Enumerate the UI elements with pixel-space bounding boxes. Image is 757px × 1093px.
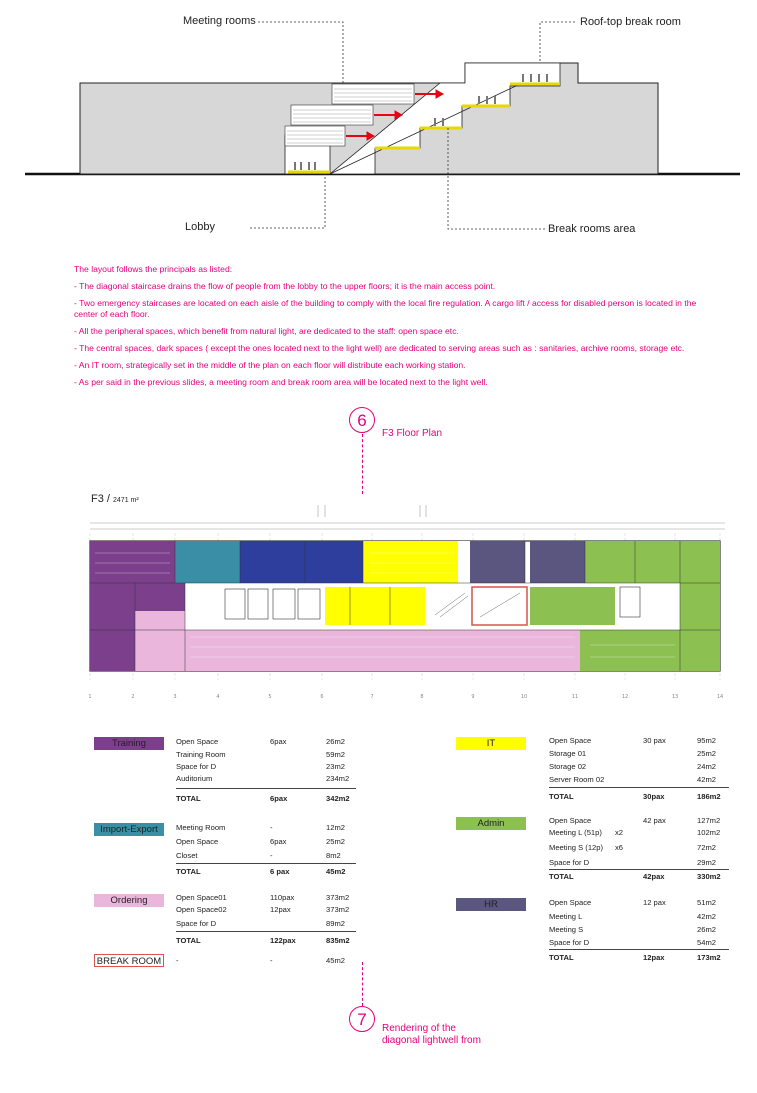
room-ordering-big	[135, 611, 185, 671]
room-space-d-training	[135, 583, 185, 611]
room-admin-right	[680, 583, 720, 671]
step-6-badge: 6	[349, 407, 375, 433]
svg-text:1: 1	[88, 694, 92, 700]
svg-text:12: 12	[621, 694, 629, 700]
room-lightwell	[472, 587, 527, 625]
room-hr-1	[470, 541, 525, 583]
legend-training: Training	[94, 737, 164, 750]
room-auditorium	[90, 583, 135, 671]
room-training-top	[90, 541, 175, 583]
svg-text:7: 7	[370, 694, 374, 700]
label-break-rooms: Break rooms area	[548, 223, 636, 235]
svg-text:13: 13	[671, 694, 679, 700]
room-import-export	[175, 541, 240, 583]
svg-text:14: 14	[716, 694, 724, 700]
step-7-title: Rendering of the diagonal lightwell from	[382, 1023, 481, 1046]
legend-ordering: Ordering	[94, 894, 164, 907]
room-blue-1	[240, 541, 305, 583]
plan-floor: F3 /	[91, 493, 110, 505]
note-item: - As per said in the previous slides, a meeting room and break room area will be located next to the light well.	[74, 377, 488, 387]
plan-area: 2471 m²	[113, 497, 139, 504]
room-hr-2	[530, 541, 585, 583]
room-space-docs	[530, 587, 615, 625]
label-roof-top: Roof-top break room	[580, 16, 681, 28]
legend-it: IT	[456, 737, 526, 750]
label-lobby: Lobby	[185, 221, 215, 233]
room-it-server	[325, 587, 425, 625]
room-ordering-bottom	[185, 630, 580, 671]
svg-text:10: 10	[520, 694, 528, 700]
legend-import-export: Import-Export	[94, 823, 164, 836]
step-7-connector	[362, 962, 363, 1006]
svg-text:2: 2	[131, 694, 135, 700]
svg-text:3: 3	[173, 694, 177, 700]
step-6-connector	[362, 434, 363, 494]
svg-text:6: 6	[320, 694, 324, 700]
note-item: - Two emergency staircases are located on each aisle of the building to comply with the local fire regulation. A cargo lift / access for disabled person is located in the center of each floor.	[74, 298, 697, 319]
layout-principles	[74, 264, 714, 394]
note-item: - The diagonal staircase drains the flow of people from the lobby to the upper floors; it is the main access point.	[74, 281, 496, 291]
note-item: - The central spaces, dark spaces ( except the ones located next to the light well) are dedicated to serving areas such as : sanitaries, archive rooms, storage etc.	[74, 343, 685, 353]
room-admin-bottom	[580, 630, 680, 671]
plan-title	[91, 493, 139, 505]
svg-text:4: 4	[216, 694, 220, 700]
room-admin-top	[585, 541, 720, 583]
svg-text:9: 9	[471, 694, 475, 700]
svg-text:8: 8	[420, 694, 424, 700]
note-intro: The layout follows the principals as listed:	[74, 264, 233, 274]
note-item: - An IT room, strategically set in the middle of the plan on each floor will distribute each working station.	[74, 360, 466, 370]
legend-hr: HR	[456, 898, 526, 911]
step-6-title: F3 Floor Plan	[382, 428, 443, 439]
building-section-diagram	[0, 0, 757, 245]
room-blue-2	[305, 541, 363, 583]
step-7-badge: 7	[349, 1006, 375, 1032]
svg-text:5: 5	[268, 694, 272, 700]
label-meeting-rooms: Meeting rooms	[183, 15, 256, 27]
room-it-top	[363, 541, 458, 583]
legend-break-room: BREAK ROOM	[94, 954, 164, 967]
svg-text:11: 11	[571, 694, 579, 700]
legend-admin: Admin	[456, 817, 526, 830]
floor-plan	[60, 505, 750, 705]
note-item: - All the peripheral spaces, which benefit from natural light, are dedicated to the staff: open space etc.	[74, 326, 459, 336]
